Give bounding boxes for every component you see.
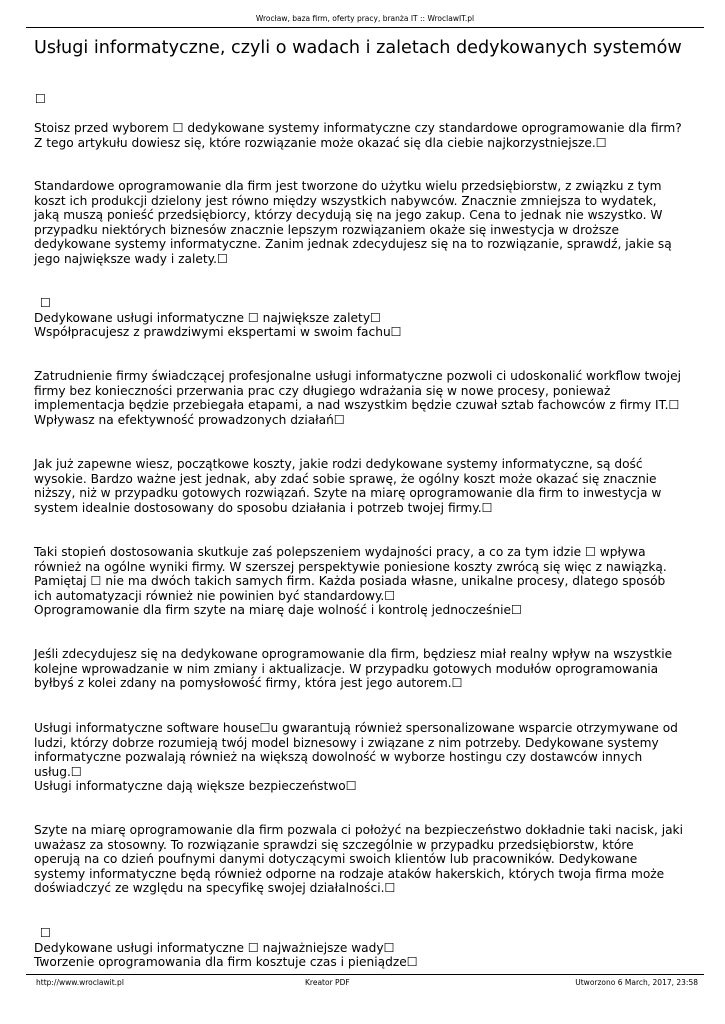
text-line: operują na co dzień poufnymi danymi dotyczącymi swoich klientów lub pracowników. Dedykowane [34, 852, 638, 866]
section-heading: Dedykowane usługi informatyczne ☐ największe zalety☐ [34, 310, 381, 325]
text-line: ludzi, którzy dobrze rozumieją twój model biznesowy i związane z nim potrzeby. Dedykowane systemy [34, 735, 659, 750]
text-line: Standardowe oprogramowanie dla firm jest tworzone do użytku wielu przedsiębiorstw, z związku z tym [34, 179, 662, 193]
text-line: Taki stopień dostosowania skutkuje zaś polepszeniem wydajności pracy, a co za tym idzie ☐ wpływa [34, 545, 646, 559]
paragraph-0 [34, 92, 700, 107]
text-line: firmy bez konieczności przerwania prac czy długiego wdrażania się w nowe procesy, ponieważ [34, 383, 611, 398]
paragraph-security [34, 823, 700, 896]
text-line: jego największe wady i zalety.☐ [34, 251, 228, 266]
text-line: wysokie. Bardzo ważne jest jednak, aby zdać sobie sprawę, że ogólny koszt może okazać się znacznie [34, 471, 657, 486]
text-line: kolejne wprowadzanie w nim zmiany i aktualizacje. W przypadku gotowych modułów oprogramowania [34, 661, 659, 676]
placeholder-glyph: ☐ [40, 296, 51, 310]
text-line: doświadczyć ze względu na specyfikę swojej działalności.☐ [34, 881, 396, 895]
text-line: Jak już zapewne wiesz, początkowe koszty, jakie rodzi dedykowane systemy informatyczne, są dość [34, 457, 643, 471]
text-line: system idealnie dostosowany do sposobu działania i potrzeb twojej firmy.☐ [34, 500, 493, 515]
page-footer [26, 974, 704, 989]
subsection-heading: Współpracujesz z prawdziwymi ekspertami w swoim fachu☐ [34, 325, 402, 339]
text-line: przypadku niektórych biznesów znacznie lepszym rozwiązaniem okaże się inwestycja w droższe [34, 222, 619, 237]
section-disadvantages-heading [34, 926, 700, 970]
text-line: systemy informatyczne będą również odporne na rodzaje ataków hakerskich, których twoja firma może [34, 866, 665, 881]
section-advantages-heading [34, 296, 700, 340]
text-line: dedykowane systemy informatyczne. Zanim jednak zdecydujesz się na to rozwiązanie, sprawdź, jakie są [34, 237, 672, 251]
paragraph-intro [34, 121, 700, 150]
paragraph-control [34, 647, 700, 691]
text-line: jaką muszą ponieść przedsiębiorcy, którzy decydują się na jego zakup. Cena to jednak nie wszystko. W [34, 208, 663, 222]
subsection-heading: Wpływasz na efektywność prowadzonych działań☐ [34, 412, 345, 427]
header-site-title: Wrocław, baza firm, oferty pracy, branża IT :: WroclawIT.pl [255, 14, 475, 23]
text-line: uważasz za stosowny. To rozwiązanie sprawdzi się szczególnie w przypadku przedsiębiorstw, które [34, 837, 634, 852]
text-line: Szyte na miarę oprogramowanie dla firm pozwala ci położyć na bezpieczeństwo dokładnie taki nacisk, jaki [34, 823, 683, 837]
placeholder-glyph: ☐ [40, 926, 51, 940]
text-line: ich automatyzacji również nie powinien być standardowy.☐ [34, 588, 396, 603]
paragraph-adaptation [34, 545, 700, 618]
footer-creator: Kreator PDF [305, 978, 350, 987]
section-heading: Dedykowane usługi informatyczne ☐ najważniejsze wady☐ [34, 940, 395, 955]
text-line: niższy, niż w przypadku gotowych rozwiązań. Szyte na miarę oprogramowanie dla firm to inwestycja w [34, 486, 662, 500]
text-line: Stoisz przed wyborem ☐ dedykowane systemy informatyczne czy standardowe oprogramowanie dla firm? [34, 121, 682, 135]
text-line: Z tego artykułu dowiesz się, które rozwiązanie może okazać się dla ciebie najkorzystniejsze.☐ [34, 135, 607, 150]
text-line: Zatrudnienie firmy świadczącej profesjonalne usługi informatyczne pozwoli ci udoskonalić workflow twojej [34, 369, 682, 383]
subsection-heading: Usługi informatyczne dają większe bezpieczeństwo☐ [34, 779, 357, 793]
article-title: Usługi informatyczne, czyli o wadach i zaletach dedykowanych systemów [34, 38, 682, 58]
text-line: implementacja będzie przebiegała etapami, a nad wszystkim będzie czuwał sztab fachowców z firmy IT.☐ [34, 398, 680, 412]
paragraph-costs [34, 457, 700, 515]
text-line: byłbyś z kolei zdany na pomysłowość firmy, która jest jego autorem.☐ [34, 676, 463, 690]
text-line: informatyczne pozwalają również na większą dowolność w wyborze hostingu czy dostawców innych [34, 750, 643, 764]
subsection-heading: Tworzenie oprogramowania dla firm kosztuje czas i pieniądze☐ [34, 955, 418, 969]
footer-created-date: Utworzono 6 March, 2017, 23:58 [575, 978, 698, 987]
paragraph-standard-software [34, 179, 700, 266]
footer-url: http://www.wroclawit.pl [36, 978, 124, 987]
page-header [26, 0, 704, 28]
text-line: Jeśli zdecydujesz się na dedykowane oprogramowanie dla firm, będziesz miał realny wpływ na wszystkie [34, 647, 673, 661]
paragraph-experts [34, 369, 700, 427]
text-line: również na ogólne wyniki firmy. W szerszej perspektywie poniesione koszty zwrócą się więc z nawiązką. [34, 559, 667, 574]
text-line: usług.☐ [34, 764, 82, 779]
text-line: Pamiętaj ☐ nie ma dwóch takich samych firm. Każda posiada własne, unikalne procesy, dlatego sposób [34, 574, 666, 588]
placeholder-glyph: ☐ [35, 92, 46, 106]
text-line: koszt ich produkcji dzielony jest równo między wszystkich nabywców. Znacznie zmniejsza to wydatek, [34, 193, 657, 208]
paragraph-support [34, 721, 700, 794]
text-line: Usługi informatyczne software house☐u gwarantują również spersonalizowane wsparcie otrzymywane od [34, 721, 678, 735]
subsection-heading: Oprogramowanie dla firm szyte na miarę daje wolność i kontrolę jednocześnie☐ [34, 603, 522, 617]
